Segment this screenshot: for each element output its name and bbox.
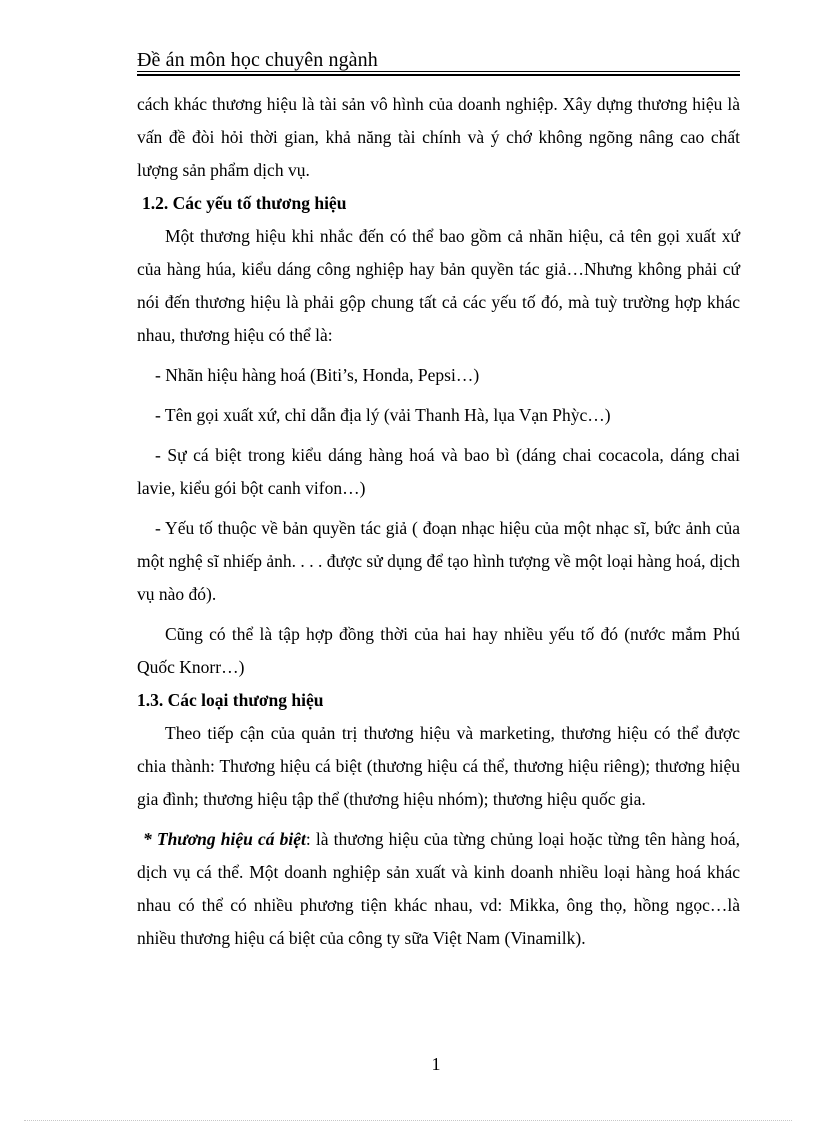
document-body <box>137 88 740 955</box>
heading-1-2: 1.2. Các yếu tố thương hiệu <box>142 193 347 213</box>
bullet-item-4: - Yếu tố thuộc về bản quyền tác giả ( đoạn nhạc hiệu của một nhạc sĩ, bức ảnh của một nghệ sĩ nhiếp ảnh. . . . được sử dụng để tạo hình tượng về một loại hàng hoá, dịch vụ nào đó). <box>137 518 740 604</box>
paragraph-individual-brand-text: : là thương hiệu của từng chủng loại hoặc từng tên hàng hoá, dịch vụ cá thể. Một doanh nghiệp sản xuất và kinh doanh nhiều loại hàng hoá khác nhau có thể có nhiều phương tiện khác nhau, vd: Mikka, ông thọ, hồng ngọc…là nhiều thương hiệu cá biệt của công ty sữa Việt Nam (Vinamilk). <box>137 829 740 948</box>
bullet-item-3: - Sự cá biệt trong kiểu dáng hàng hoá và bao bì (dáng chai cocacola, dáng chai lavie, kiểu gói bột canh vifon…) <box>137 445 740 498</box>
paragraph-intro: cách khác thương hiệu là tài sản vô hình của doanh nghiệp. Xây dựng thương hiệu là vấn đề đòi hỏi thời gian, khả năng tài chính và ý chớ không ngõng nâng cao chất lượng sản phẩm dịch vụ. <box>137 94 740 180</box>
page-number: 1 <box>431 1054 441 1074</box>
heading-1-3: 1.3. Các loại thương hiệu <box>137 690 324 710</box>
emphasis-term: * Thương hiệu cá biệt <box>143 829 306 849</box>
paragraph-also: Cũng có thể là tập hợp đồng thời của hai hay nhiều yếu tố đó (nước mắm Phú Quốc Knorr…) <box>137 624 740 677</box>
bullet-item-1: - Nhãn hiệu hàng hoá (Biti’s, Honda, Pepsi…) <box>155 365 480 385</box>
paragraph-1-2: Một thương hiệu khi nhắc đến có thể bao gồm cả nhãn hiệu, cả tên gọi xuất xứ của hàng húa, kiểu dáng công nghiệp hay bản quyền tác giả…Nhưng không phải cứ nói đến thương hiệu là phải gộp chung tất cả các yếu tố đó, mà tuỳ trường hợp khác nhau, thương hiệu có thể là: <box>137 226 740 345</box>
header-rule-thin <box>137 71 740 72</box>
page-header-title: Đề án môn học chuyên ngành <box>137 49 378 71</box>
footer-dotted-line <box>24 1120 792 1121</box>
header-rule-thick <box>137 74 740 76</box>
paragraph-individual-brand <box>137 823 740 955</box>
bullet-item-2: - Tên gọi xuất xứ, chỉ dẫn địa lý (vải Thanh Hà, lụa Vạn Phỳc…) <box>155 405 611 425</box>
paragraph-1-3: Theo tiếp cận của quản trị thương hiệu và marketing, thương hiệu có thể được chia thành: Thương hiệu cá biệt (thương hiệu cá thể, thương hiệu riêng); thương hiệu gia đình; thương hiệu tập thể (thương hiệu nhóm); thương hiệu quốc gia. <box>137 723 740 809</box>
